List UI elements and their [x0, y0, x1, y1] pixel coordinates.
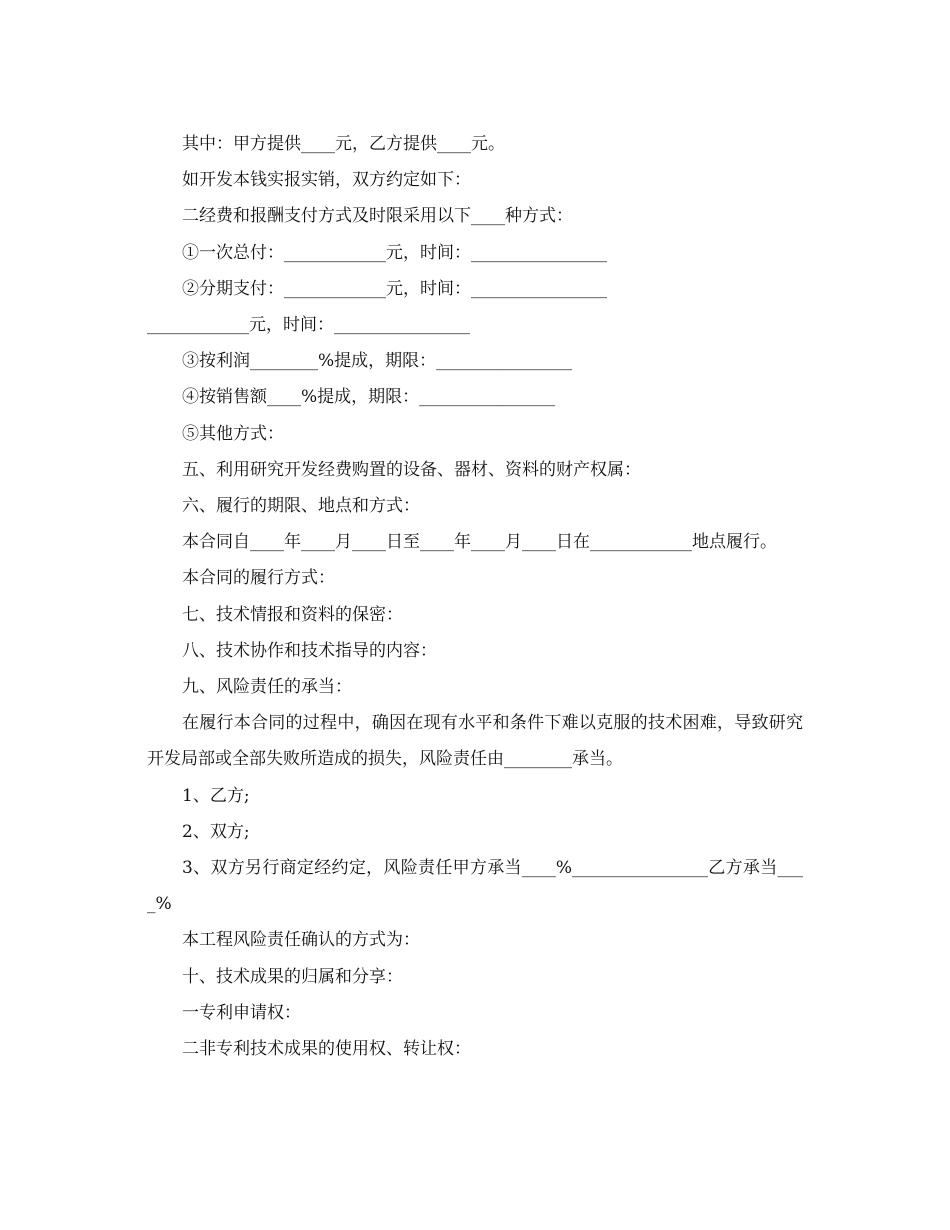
paragraph-reimbursement: 如开发本钱实报实销，双方约定如下： [182, 170, 471, 191]
paragraph-funding-split: 其中：甲方提供____元，乙方提供____元。 [182, 134, 505, 154]
paragraph-patent-rights: 一专利申请权： [182, 1002, 301, 1023]
paragraph-performance-method: 本合同的履行方式： [182, 568, 335, 589]
section-ten-heading: 十、技术成果的归属和分享： [182, 966, 403, 987]
section-nine-heading: 九、风险责任的承当： [182, 677, 352, 698]
paragraph-term-location: 本合同自____年____月____日至____年____月____日在____________地点履行。 [182, 532, 777, 553]
option-both-parties: 2、双方; [182, 821, 250, 842]
section-seven-heading: 七、技术情报和资料的保密： [182, 604, 403, 625]
paragraph-payment-methods: 二经费和报酬支付方式及时限采用以下____种方式： [182, 206, 573, 227]
paragraph-profit-share: ③按利润________%提成，期限：________________ [182, 351, 573, 372]
paragraph-sales-share: ④按销售额____%提成，期限：________________ [182, 387, 556, 408]
paragraph-lump-sum: ①一次总付：____________元，时间：________________ [182, 242, 607, 263]
paragraph-installment-continued: ____________元，时间：________________ [147, 315, 470, 336]
paragraph-risk-liability: 在履行本合同的过程中，确因在现有水平和条件下难以克服的技术困难，导致研究开发局部或全部失败所造成的损失，风险责任由________承当。 [147, 713, 803, 770]
paragraph-non-patent-rights: 二非专利技术成果的使用权、转让权： [182, 1039, 471, 1060]
contract-body [147, 126, 803, 1067]
section-eight-heading: 八、技术协作和技术指导的内容： [182, 640, 437, 661]
paragraph-other-methods: ⑤其他方式： [182, 423, 284, 444]
option-party-b: 1、乙方; [182, 785, 250, 806]
option-separate-agreement: 3、双方另行商定经约定，风险责任甲方承当____%________________乙方承当____% [147, 858, 803, 915]
section-five-heading: 五、利用研究开发经费购置的设备、器材、资料的财产权属： [182, 459, 641, 480]
paragraph-risk-confirmation: 本工程风险责任确认的方式为： [182, 930, 420, 951]
paragraph-installment: ②分期支付：____________元，时间：________________ [182, 278, 607, 299]
section-six-heading: 六、履行的期限、地点和方式： [182, 496, 420, 517]
